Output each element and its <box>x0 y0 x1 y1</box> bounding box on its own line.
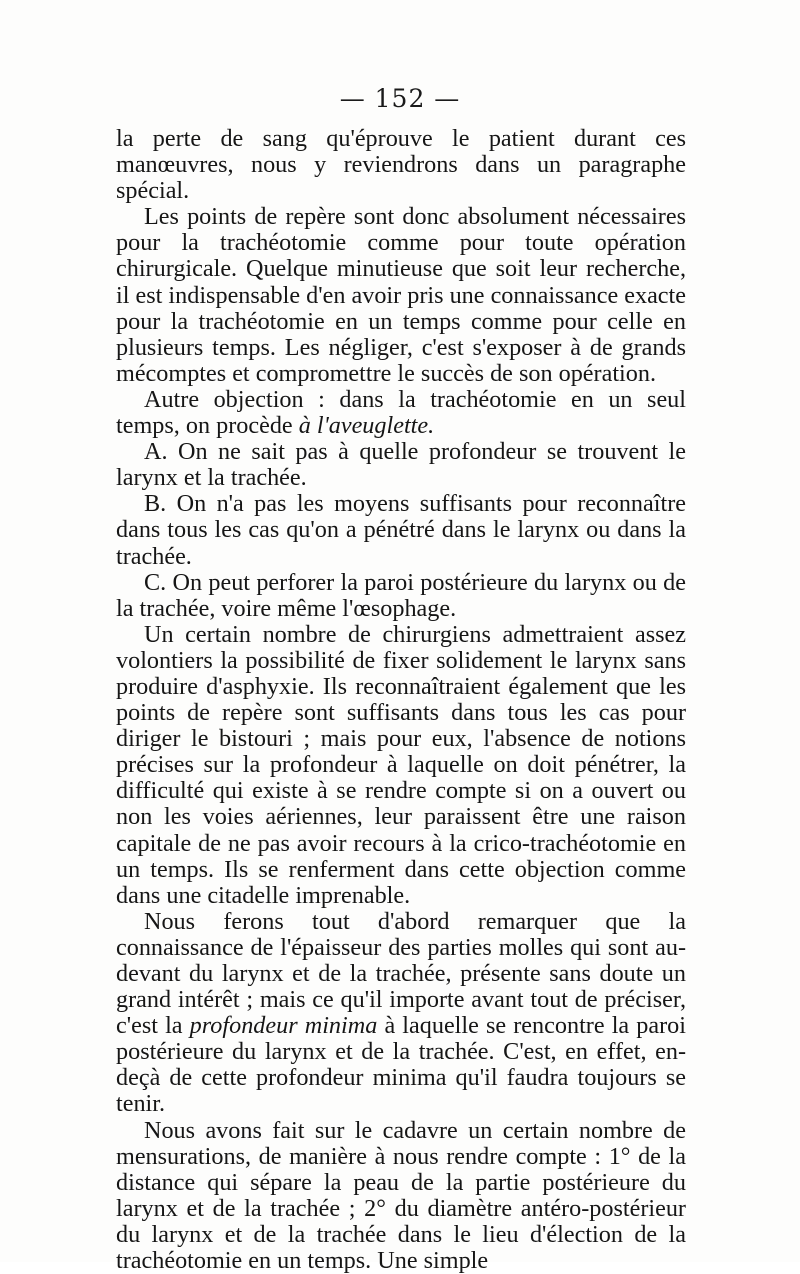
paragraph-p3 <box>116 387 686 439</box>
text-run: Nous avons fait sur le cadavre un certain nombre de mensurations, de manière à nous rendre compte : 1° de la distance qui sépare la peau de la partie postérieure du larynx et de la trachée ; 2° du diamètre antéro-postérieur du larynx et de la trachée dans le lieu d'élection de la trachéotomie en un temps. Une simple <box>116 1116 686 1274</box>
text-run: Nous ferons tout d'abord remarquer que la connaissance de l'épaisseur des parties molles qui sont au-devant du larynx et de la trachée, présente sans doute un grand intérêt ; mais ce qu'il importe avant tout de préciser, c'est la <box>116 907 686 1040</box>
paragraph-p9 <box>116 1118 686 1274</box>
italic-text: profondeur minima <box>189 1012 378 1040</box>
paragraph-p4 <box>116 439 686 491</box>
paragraph-p7 <box>116 622 686 909</box>
paragraph-p2 <box>116 204 686 387</box>
paragraph-p6 <box>116 570 686 622</box>
paragraph-p8 <box>116 909 686 1118</box>
text-run: C. On peut perforer la paroi postérieure du larynx ou de la trachée, voire même l'œsophage. <box>116 568 686 622</box>
paragraph-p5 <box>116 491 686 569</box>
text-run: Un certain nombre de chirurgiens admettraient assez volontiers la possibilité de fixer solidement le larynx sans produire d'asphyxie. Ils reconnaîtraient également que les points de repère sont suffisants dans tous les cas pour diriger le bistouri ; mais pour eux, l'absence de notions précises sur la profondeur à laquelle on doit pénétrer, la difficulté qui existe à se rendre compte si on a ouvert ou non les voies aériennes, leur paraissent être une raison capitale de ne pas avoir recours à la crico-trachéotomie en un temps. Ils se renferment dans cette objection comme dans une citadelle imprenable. <box>116 620 686 909</box>
page-number: — 152 — <box>339 84 461 113</box>
paragraph-p1 <box>116 126 686 204</box>
text-run: A. On ne sait pas à quelle profondeur se trouvent le larynx et la trachée. <box>116 438 686 492</box>
italic-text: à l'aveuglette. <box>298 412 435 440</box>
text-run: à laquelle se rencontre la paroi postérieure du larynx et de la trachée. C'est, en effet, en-deçà de cette profondeur minima qu'il faudra toujours se tenir. <box>116 1012 686 1118</box>
text-run: Les points de repère sont donc absolument nécessaires pour la trachéotomie comme pour toute opération chirurgicale. Quelque minutieuse que soit leur recherche, il est indispensable d'en avoir pris une connaissance exacte pour la trachéotomie en un temps comme pour celle en plusieurs temps. Les négliger, c'est s'exposer à de grands mécomptes et compromettre le succès de son opération. <box>116 203 686 387</box>
text-run: la perte de sang qu'éprouve le patient durant ces manœuvres, nous y reviendrons dans un paragraphe spécial. <box>116 125 686 205</box>
body-text <box>116 126 686 1274</box>
text-run: Autre objection : dans la trachéotomie en un seul temps, on procède <box>116 385 686 440</box>
text-run: B. On n'a pas les moyens suffisants pour reconnaître dans tous les cas qu'on a pénétré dans le larynx ou dans la trachée. <box>116 490 686 570</box>
